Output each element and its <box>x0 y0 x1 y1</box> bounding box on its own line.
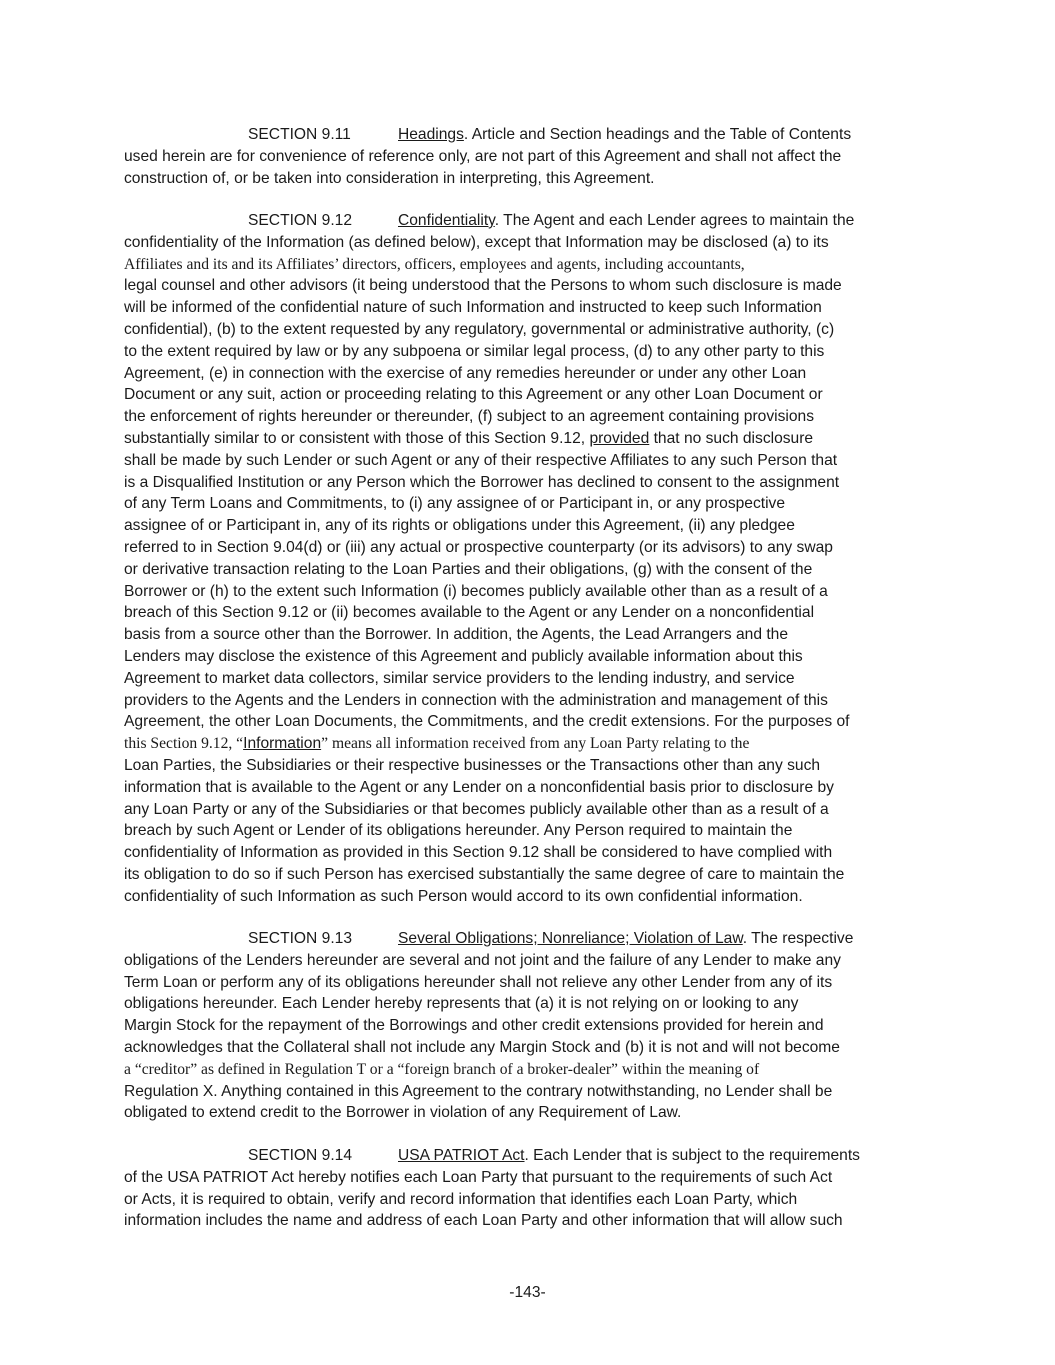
paragraph-line: Margin Stock for the repayment of the Borrowings and other credit extensions provided for herein and <box>124 1017 824 1035</box>
paragraph-line: of the USA PATRIOT Act hereby notifies each Loan Party that pursuant to the requirements of such Act <box>124 1168 833 1186</box>
paragraph-line: providers to the Agents and the Lenders in connection with the administration and management of this <box>124 691 828 709</box>
paragraph-line: Agreement, the other Loan Documents, the Commitments, and the credit extensions. For the purposes of <box>124 713 850 731</box>
section-heading: Headings <box>398 126 464 143</box>
paragraph-line: shall be made by such Lender or such Agent or any of their respective Affiliates to any such Person that <box>124 451 838 469</box>
paragraph-line: Affiliates and its and its Affiliates’ directors, officers, employees and agents, including accountants, <box>124 255 745 273</box>
paragraph-line: of any Term Loans and Commitments, to (i) any assignee of or Participant in, or any prospective <box>124 495 786 513</box>
paragraph-line: Term Loan or perform any of its obligations hereunder shall not relieve any other Lender from any of its <box>124 973 833 991</box>
information-term: Information <box>243 735 322 753</box>
paragraph-line: referred to in Section 9.04(d) or (iii) any actual or prospective counterparty (or its advisors) to any swap <box>124 538 833 556</box>
section-9-12 <box>124 210 926 908</box>
paragraph-line: confidentiality of the Information (as defined below), except that Information may be disclosed (a) to its <box>124 233 829 251</box>
provided-term: provided <box>589 429 650 447</box>
information-line-before: this Section 9.12, “ <box>124 735 244 753</box>
paragraph-line: Lenders may disclose the existence of this Agreement and publicly available information about this <box>124 647 803 665</box>
paragraph-line: Borrower or (h) to the extent such Information (i) becomes publicly available other than as a result of a <box>124 582 828 600</box>
paragraph-line: confidentiality of Information as provided in this Section 9.12 shall be considered to have complied with <box>124 844 833 862</box>
paragraph-line: Document or any suit, action or proceeding relating to this Agreement or any other Loan Document or <box>124 386 823 404</box>
paragraph-line: confidential), (b) to the extent requested by any regulatory, governmental or administrative authority, (c) <box>124 320 835 338</box>
paragraph-line: Agreement, (e) in connection with the exercise of any remedies hereunder or under any other Loan <box>124 364 807 382</box>
paragraph-line: will be informed of the confidential nature of such Information and instructed to keep such Information <box>124 299 822 317</box>
paragraph-line: the enforcement of rights hereunder or thereunder, (f) subject to an agreement containing provisions <box>124 408 814 426</box>
section-heading-tail: . The respective <box>742 930 854 947</box>
section-heading-tail: . Each Lender that is subject to the requirements <box>524 1147 860 1164</box>
paragraph-line: Loan Parties, the Subsidiaries or their respective businesses or the Transactions other than any such <box>124 756 821 774</box>
section-9-11 <box>124 124 926 189</box>
section-number: SECTION 9.11 <box>248 126 351 143</box>
section-number: SECTION 9.13 <box>248 930 352 947</box>
section-9-13 <box>124 928 926 1124</box>
section-heading: Several Obligations; Nonreliance; Violation of Law <box>398 930 743 947</box>
paragraph-line: construction of, or be taken into consideration in interpreting, this Agreement. <box>124 169 655 187</box>
provided-line-before: substantially similar to or consistent with those of this Section 9.12, <box>124 429 590 447</box>
information-definition-line <box>124 733 926 755</box>
provided-line-after: that no such disclosure <box>649 429 814 447</box>
paragraph-line: is a Disqualified Institution or any Person which the Borrower has declined to consent to the assignment <box>124 473 840 491</box>
paragraph-line: breach of this Section 9.12 or (ii) becomes available to the Agent or any Lender on a nonconfidential <box>124 604 815 622</box>
section-9-14 <box>124 1145 926 1232</box>
section-heading: Confidentiality <box>398 212 495 229</box>
paragraph-line: basis from a source other than the Borrower. In addition, the Agents, the Lead Arrangers and the <box>124 626 789 644</box>
section-9-11-first-line <box>124 124 926 146</box>
paragraph-line: or derivative transaction relating to the Loan Parties and their obligations, (g) with the consent of the <box>124 560 813 578</box>
section-9-12-first-line <box>124 210 926 232</box>
paragraph-line: any Loan Party or any of the Subsidiaries or that becomes publicly available other than as a result of a <box>124 800 829 818</box>
paragraph-line: information includes the name and address of each Loan Party and other information that will allow such <box>124 1212 843 1230</box>
paragraph-line: or Acts, it is required to obtain, verify and record information that identifies each Loan Party, which <box>124 1190 798 1208</box>
information-line-after: ” means all information received from any Loan Party relating to the <box>321 735 750 753</box>
paragraph-line: legal counsel and other advisors (it being understood that the Persons to whom such disclosure is made <box>124 277 842 295</box>
section-9-14-first-line <box>124 1145 926 1167</box>
paragraph-line: used herein are for convenience of reference only, are not part of this Agreement and shall not affect the <box>124 147 842 165</box>
page-number: -143- <box>509 1284 546 1301</box>
section-heading-tail: . Article and Section headings and the Table of Contents <box>463 126 852 143</box>
section-number: SECTION 9.12 <box>248 212 352 229</box>
paragraph-line: Regulation X. Anything contained in this Agreement to the contrary notwithstanding, no Lender shall be <box>124 1082 833 1100</box>
paragraph-line: breach by such Agent or Lender of its obligations hereunder. Any Person required to maintain the <box>124 822 793 840</box>
paragraph-line: Agreement to market data collectors, similar service providers to the lending industry, and service <box>124 669 795 687</box>
paragraph-line: information that is available to the Agent or any Lender on a nonconfidential basis prior to disclosure by <box>124 778 834 796</box>
section-heading: USA PATRIOT Act <box>398 1147 525 1164</box>
provided-line <box>124 428 926 450</box>
paragraph-line: obligations hereunder. Each Lender hereby represents that (a) it is not relying on or looking to any <box>124 995 799 1013</box>
section-heading-tail: . The Agent and each Lender agrees to maintain the <box>494 212 855 229</box>
paragraph-line: confidentiality of such Information as such Person would accord to its own confidential information. <box>124 887 803 905</box>
section-9-13-first-line <box>124 928 926 950</box>
paragraph-line: obligated to extend credit to the Borrower in violation of any Requirement of Law. <box>124 1104 682 1122</box>
paragraph-line: its obligation to do so if such Person has exercised substantially the same degree of care to maintain the <box>124 865 845 883</box>
section-number: SECTION 9.14 <box>248 1147 352 1164</box>
paragraph-line: assignee of or Participant in, any of its rights or obligations under this Agreement, (ii) any pledgee <box>124 517 795 535</box>
paragraph-line: to the extent required by law or by any subpoena or similar legal process, (d) to any other party to this <box>124 342 825 360</box>
paragraph-line: obligations of the Lenders hereunder are several and not joint and the failure of any Lender to make any <box>124 951 841 969</box>
paragraph-line: acknowledges that the Collateral shall not include any Margin Stock and (b) it is not and will not become <box>124 1038 840 1056</box>
paragraph-line: a “creditor” as defined in Regulation T or a “foreign branch of a broker-dealer” within the meaning of <box>124 1060 760 1078</box>
